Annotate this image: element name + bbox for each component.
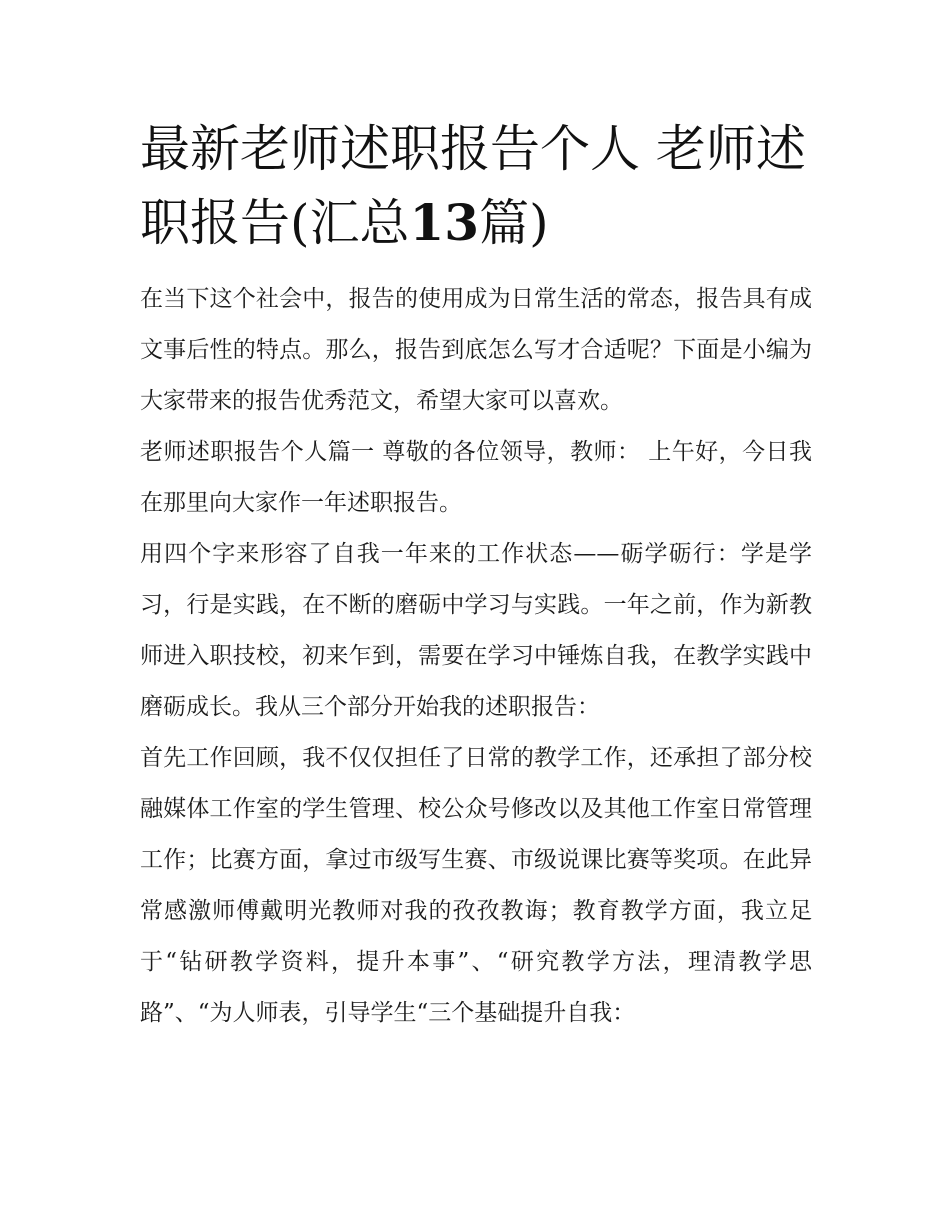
- title-suffix: 篇): [479, 194, 549, 252]
- document-body: [140, 274, 812, 1039]
- title-text: 最新老师述职报告个人 老师述职报告(汇总: [140, 120, 806, 252]
- document-page: [140, 112, 812, 1039]
- paragraph-work-review: 首先工作回顾，我不仅仅担任了日常的教学工作，还承担了部分校融媒体工作室的学生管理、校公众号修改以及其他工作室日常管理工作；比赛方面，拿过市级写生赛、市级说课比赛等奖项。在此异常感激师傅戴明光教师对我的孜孜教诲；教育教学方面，我立足于“钻研教学资料，提升本事”、“研究教学方法，理清教学思路”、“为人师表，引导学生“三个基础提升自我：: [140, 745, 812, 1026]
- paragraph-greeting: 老师述职报告个人篇一 尊敬的各位领导，教师： 上午好，今日我在那里向大家作一年述职报告。: [140, 439, 812, 516]
- document-title: [140, 112, 812, 260]
- title-number: 13: [409, 193, 480, 252]
- paragraph-work-state: 用四个字来形容了自我一年来的工作状态——砺学砺行：学是学习，行是实践，在不断的磨砺中学习与实践。一年之前，作为新教师进入职技校，初来乍到，需要在学习中锤炼自我，在教学实践中磨砺成长。我从三个部分开始我的述职报告：: [140, 541, 812, 720]
- paragraph-intro: 在当下这个社会中，报告的使用成为日常生活的常态，报告具有成文事后性的特点。那么，报告到底怎么写才合适呢？下面是小编为大家带来的报告优秀范文，希望大家可以喜欢。: [140, 286, 812, 414]
